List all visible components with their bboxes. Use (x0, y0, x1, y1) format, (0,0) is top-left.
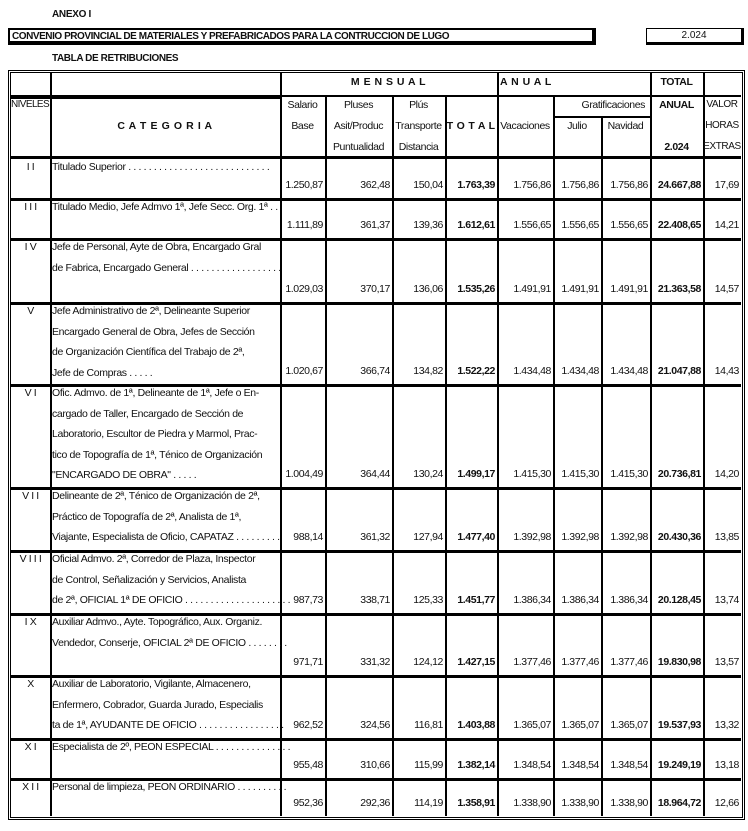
cell-julio: 1.348,54 (561, 759, 599, 771)
cell-horas: 12,66 (714, 797, 739, 809)
cell-pluses: 331,32 (360, 656, 390, 668)
cell-julio: 1.756,86 (561, 179, 599, 191)
cell-total: 1.612,61 (457, 219, 495, 231)
category-line: Auxiliar Admvo., Ayte. Topográfico, Aux. Organiz. (52, 616, 263, 628)
cell-julio: 1.377,46 (561, 656, 599, 668)
cell-total-anual: 20.430,36 (657, 531, 701, 543)
salary-table (8, 70, 745, 820)
category-line: Delineante de 2ª, Ténico de Organización de 2ª, (52, 490, 260, 502)
header-navidad: Navidad (607, 120, 644, 132)
cell-total-anual: 19.830,98 (657, 656, 701, 668)
year-box: 2.024 (646, 28, 744, 45)
cell-horas: 13,85 (714, 531, 739, 543)
header-anual: A N U A L (500, 76, 552, 88)
cell-total: 1.499,17 (457, 468, 495, 480)
cell-pluses: 361,37 (360, 219, 390, 231)
cell-pluses: 310,66 (360, 759, 390, 771)
grid-line-horizontal (11, 487, 741, 490)
level-label: X (27, 678, 34, 690)
cell-julio: 1.365,07 (561, 719, 599, 731)
cell-total: 1.451,77 (457, 594, 495, 606)
annex-label: ANEXO I (52, 9, 92, 20)
grid-line-horizontal (11, 778, 741, 781)
cell-horas: 17,69 (714, 179, 739, 191)
header-plus-1: Plús (409, 99, 428, 111)
level-label: X I (24, 741, 37, 753)
grid-line-horizontal (11, 550, 741, 553)
cell-vacaciones: 1.365,07 (513, 719, 551, 731)
cell-vacaciones: 1.348,54 (513, 759, 551, 771)
cell-plus: 114,19 (414, 797, 443, 809)
cell-horas: 14,20 (714, 468, 739, 480)
header-plus-2: Transporte (395, 120, 442, 132)
grid-line-vertical (445, 96, 447, 816)
cell-total-anual: 21.047,88 (657, 365, 701, 377)
cell-total: 1.427,15 (457, 656, 495, 668)
header-julio: Julio (567, 120, 587, 132)
cell-salario: 988,14 (293, 531, 323, 543)
category-line: Especialista de 2º, PEON ESPECIAL . . . . . . . . . . . . . . . (52, 741, 291, 753)
category-line: Práctico de Topografía de 2ª, Analista de 1ª, (52, 510, 242, 523)
category-line: Vendedor, Conserje, OFICIAL 2ª DE OFICIO . . . . . . . . (52, 636, 287, 649)
level-label: X I I (22, 781, 39, 793)
category-line: Titulado Superior . . . . . . . . . . . . . . . . . . . . . . . . . . . . (52, 161, 270, 173)
level-label: V I I I (19, 553, 42, 565)
cell-total-anual: 19.249,19 (657, 759, 701, 771)
cell-julio: 1.491,91 (561, 283, 599, 295)
category-line: Viajante, Especialista de Oficio, CAPATAZ . . . . . . . . . (52, 531, 280, 543)
cell-vacaciones: 1.386,34 (513, 594, 551, 606)
cell-total-anual: 19.537,93 (657, 719, 701, 731)
cell-plus: 130,24 (413, 468, 443, 480)
cell-plus: 124,12 (413, 656, 443, 668)
cell-navidad: 1.365,07 (610, 719, 648, 731)
cell-total: 1.535,26 (457, 283, 495, 295)
category-line: de 2ª, OFICIAL 1ª DE OFICIO . . . . . . . . . . . . . . . . . . . . . (52, 594, 291, 606)
cell-navidad: 1.386,34 (610, 594, 648, 606)
category-line: Ofic. Admvo. de 1ª, Delineante de 1ª, Jefe o En- (52, 387, 259, 399)
cell-salario: 1.250,87 (285, 179, 323, 191)
cell-plus: 116,81 (414, 719, 443, 731)
header-mensual: M E N S U A L (350, 76, 427, 88)
header-pluses-2: Asit/Produc (333, 120, 384, 132)
cell-julio: 1.392,98 (561, 531, 599, 543)
cell-julio: 1.556,65 (561, 219, 599, 231)
cell-horas: 13,18 (714, 759, 739, 771)
category-line: Jefe Administrativo de 2ª, Delineante Superior (52, 305, 250, 317)
category-line: Jefe de Personal, Ayte de Obra, Encargado Gral (52, 241, 262, 253)
cell-navidad: 1.338,90 (610, 797, 648, 809)
header-gratificaciones: Gratificaciones (581, 99, 645, 111)
grid-line-horizontal (11, 738, 741, 741)
grid-line-vertical (392, 96, 394, 816)
cell-total: 1.763,39 (457, 179, 495, 191)
grid-line-horizontal (11, 384, 741, 387)
level-label: V (27, 305, 34, 317)
cell-pluses: 338,71 (360, 594, 390, 606)
cell-plus: 115,99 (414, 759, 443, 771)
header-valor-2: HORAS (705, 120, 739, 131)
cell-total: 1.522,22 (457, 365, 495, 377)
cell-salario: 1.029,03 (285, 283, 323, 295)
cell-vacaciones: 1.392,98 (513, 531, 551, 543)
cell-julio: 1.434,48 (561, 365, 599, 377)
cell-vacaciones: 1.491,91 (513, 283, 551, 295)
header-total: T O T A L (446, 120, 496, 132)
cell-total: 1.382,14 (457, 759, 495, 771)
level-label: V I (24, 387, 37, 399)
cell-navidad: 1.491,91 (610, 283, 648, 295)
cell-total: 1.477,40 (457, 531, 495, 543)
grid-line-horizontal (11, 613, 741, 616)
cell-plus: 150,04 (413, 179, 443, 191)
cell-vacaciones: 1.377,46 (513, 656, 551, 668)
cell-plus: 136,06 (413, 283, 443, 295)
category-line: ta de 1ª, AYUDANTE DE OFICIO . . . . . . . . . . . . . . . . . (52, 719, 284, 731)
cell-navidad: 1.377,46 (610, 656, 648, 668)
cell-pluses: 292,36 (360, 797, 390, 809)
cell-julio: 1.415,30 (561, 468, 599, 480)
cell-plus: 134,82 (413, 365, 443, 377)
grid-line-horizontal (11, 238, 741, 241)
cell-horas: 13,32 (714, 719, 739, 731)
category-line: Encargado General de Obra, Jefes de Sección (52, 325, 255, 338)
header-niveles: NIVELES (11, 99, 50, 110)
cell-plus: 125,33 (413, 594, 443, 606)
cell-navidad: 1.756,86 (610, 179, 648, 191)
level-label: V I I (22, 490, 39, 502)
cell-navidad: 1.415,30 (610, 468, 648, 480)
cell-julio: 1.386,34 (561, 594, 599, 606)
cell-vacaciones: 1.415,30 (513, 468, 551, 480)
header-total-anual-2: ANUAL (659, 99, 694, 111)
category-line: de Fabrica, Encargado General . . . . . . . . . . . . . . . . . . (52, 261, 281, 274)
cell-total-anual: 24.667,88 (657, 179, 701, 191)
category-line: tico de Topografía de 1ª, Ténico de Organización (52, 448, 263, 461)
header-categoria: C A T E G O R I A (117, 120, 213, 132)
category-line: Personal de limpieza, PEON ORDINARIO . . . . . . . . . . (52, 781, 287, 793)
category-line: Auxiliar de Laboratorio, Vigilante, Almacenero, (52, 678, 251, 690)
cell-plus: 127,94 (413, 531, 443, 543)
cell-total-anual: 21.363,58 (657, 283, 701, 295)
header-plus-3: Distancia (398, 141, 439, 153)
cell-horas: 13,74 (714, 594, 739, 606)
cell-navidad: 1.392,98 (610, 531, 648, 543)
cell-horas: 14,43 (714, 365, 739, 377)
cell-salario: 952,36 (293, 797, 323, 809)
cell-total: 1.358,91 (457, 797, 495, 809)
grid-line-horizontal (11, 675, 741, 678)
cell-pluses: 364,44 (360, 468, 390, 480)
cell-julio: 1.338,90 (561, 797, 599, 809)
cell-salario: 987,73 (293, 594, 323, 606)
category-line: Laboratorio, Escultor de Piedra y Marmol, Prac- (52, 428, 258, 440)
grid-line-vertical (325, 96, 327, 816)
category-line: de Control, Señalización y Servicios, Analista (52, 573, 247, 586)
header-vacaciones: Vacaciones (500, 120, 550, 132)
cell-navidad: 1.556,65 (610, 219, 648, 231)
agreement-title-box (8, 28, 596, 45)
cell-pluses: 324,56 (360, 719, 390, 731)
cell-vacaciones: 1.434,48 (513, 365, 551, 377)
category-line: de Organización Científica del Trabajo de 2ª, (52, 346, 245, 358)
level-label: I I I (24, 201, 37, 213)
header-salario-2: Base (291, 120, 314, 132)
cell-salario: 1.111,89 (286, 219, 323, 231)
header-total-anual-3: 2.024 (664, 141, 689, 153)
cell-horas: 14,21 (714, 219, 739, 231)
cell-salario: 971,71 (293, 656, 323, 668)
level-label: I V (24, 241, 37, 253)
cell-plus: 139,36 (413, 219, 443, 231)
cell-navidad: 1.434,48 (610, 365, 648, 377)
cell-pluses: 370,17 (360, 283, 390, 295)
cell-pluses: 361,32 (360, 531, 390, 543)
cell-total-anual: 18.964,72 (657, 797, 701, 809)
level-label: I I (26, 161, 35, 173)
header-total-anual-1: TOTAL (660, 76, 693, 88)
header-valor-3: EXTRAS (703, 141, 741, 152)
cell-navidad: 1.348,54 (610, 759, 648, 771)
cell-horas: 13,57 (714, 656, 739, 668)
category-line: Oficial Admvo. 2ª, Corredor de Plaza, Inspector (52, 553, 256, 565)
cell-salario: 1.020,67 (285, 365, 323, 377)
header-valor-1: VALOR (706, 99, 738, 110)
cell-salario: 1.004,49 (285, 468, 323, 480)
cell-vacaciones: 1.556,65 (513, 219, 551, 231)
cell-salario: 962,52 (293, 719, 323, 731)
cell-vacaciones: 1.338,90 (513, 797, 551, 809)
cell-pluses: 366,74 (360, 365, 390, 377)
header-pluses-1: Pluses (343, 99, 374, 111)
cell-total-anual: 20.736,81 (657, 468, 701, 480)
header-salario-1: Salario (287, 99, 318, 111)
header-pluses-3: Puntualidad (332, 141, 385, 153)
cell-total: 1.403,88 (457, 719, 495, 731)
agreement-title: CONVENIO PROVINCIAL DE MATERIALES Y PREFABRICADOS PARA LA CONTRUCCION DE LUGO (12, 31, 450, 42)
cell-vacaciones: 1.756,86 (513, 179, 551, 191)
grid-line-horizontal (11, 198, 741, 201)
cell-salario: 955,48 (293, 759, 323, 771)
category-line: cargado de Taller, Encargado de Sección de (52, 407, 244, 420)
cell-total-anual: 20.128,45 (657, 594, 701, 606)
cell-pluses: 362,48 (360, 179, 390, 191)
grid-line-vertical (553, 96, 555, 816)
cell-total-anual: 22.408,65 (657, 219, 701, 231)
category-line: "ENCARGADO DE OBRA" . . . . . (52, 469, 197, 481)
category-line: Titulado Medio, Jefe Admvo 1ª, Jefe Secc. Org. 1ª . . (52, 201, 278, 213)
level-label: I X (24, 616, 37, 628)
table-title: TABLA DE RETRIBUCIONES (52, 53, 179, 64)
category-line: Jefe de Compras . . . . . (52, 366, 153, 379)
category-line: Enfermero, Cobrador, Guarda Jurado, Especialis (52, 698, 263, 711)
cell-horas: 14,57 (714, 283, 739, 295)
grid-line-horizontal (11, 302, 741, 305)
